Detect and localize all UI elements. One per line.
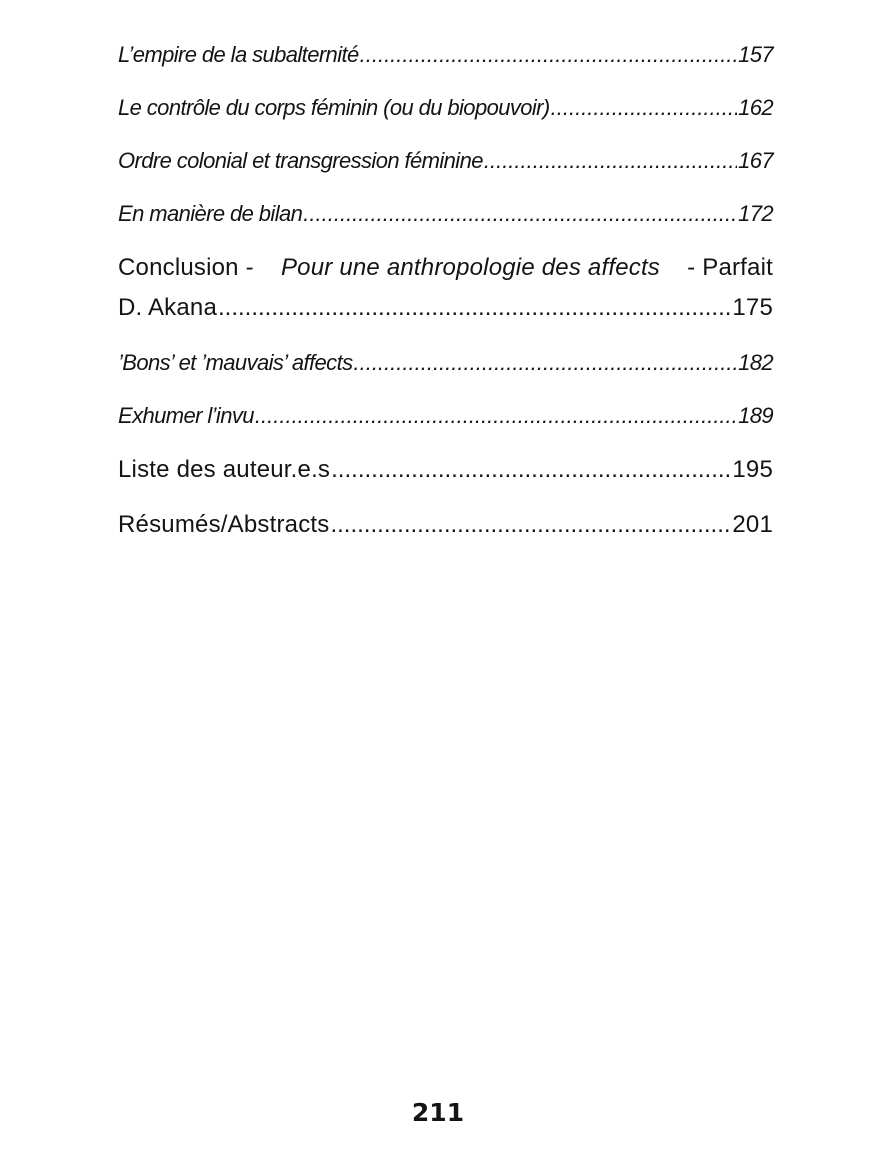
toc-entry-title: Liste des auteur.e.s: [118, 456, 331, 483]
toc-entry: [118, 89, 773, 142]
toc-entry-title: Ordre colonial et transgression féminine: [118, 148, 483, 173]
conclusion-author-line: [118, 288, 773, 328]
toc-entry-title: Résumés/Abstracts: [118, 511, 330, 538]
toc-entry-page: 162: [738, 95, 773, 120]
dot-leader: [255, 397, 737, 435]
dot-leader: [218, 288, 731, 328]
table-of-contents: [118, 36, 773, 560]
toc-entry: [118, 36, 773, 89]
toc-entry-page: 189: [738, 403, 773, 428]
toc-entry-title: ’Bons’ et ’mauvais’ affects: [118, 350, 353, 375]
dot-leader: [331, 450, 731, 490]
conclusion-italic-title: Pour une anthropologie des affects: [280, 254, 661, 281]
dot-leader: [360, 36, 737, 74]
toc-entry-page: 182: [738, 350, 773, 375]
dot-leader: [484, 142, 737, 180]
dot-leader: [303, 195, 737, 233]
toc-entry: [118, 344, 773, 397]
dot-leader: [353, 344, 737, 382]
toc-entry-page: 201: [732, 511, 773, 538]
toc-entry-title: Exhumer l’invu: [118, 403, 254, 428]
conclusion-title-line: [118, 248, 773, 288]
toc-entry-page: 157: [738, 42, 773, 67]
toc-entry-title: En manière de bilan: [118, 201, 303, 226]
toc-entry-title: Le contrôle du corps féminin (ou du biopouvoir): [118, 95, 550, 120]
toc-entry-page: 195: [732, 456, 773, 483]
toc-entry-title: L’empire de la subalternité: [118, 42, 359, 67]
dot-leader: [330, 505, 731, 545]
toc-entry-page: 175: [732, 294, 773, 321]
toc-entry-page: 172: [738, 201, 773, 226]
toc-entry: [118, 450, 773, 505]
toc-entry-conclusion: [118, 248, 773, 344]
page-number: 211: [411, 1098, 465, 1127]
toc-entry: [118, 142, 773, 195]
conclusion-author: D. Akana: [118, 294, 217, 321]
toc-entry-page: 167: [738, 148, 773, 173]
toc-entry: [118, 505, 773, 560]
conclusion-suffix: - Parfait: [687, 254, 773, 281]
dot-leader: [551, 89, 737, 127]
conclusion-prefix: Conclusion -: [118, 254, 254, 281]
toc-entry: [118, 195, 773, 248]
toc-entry: [118, 397, 773, 450]
